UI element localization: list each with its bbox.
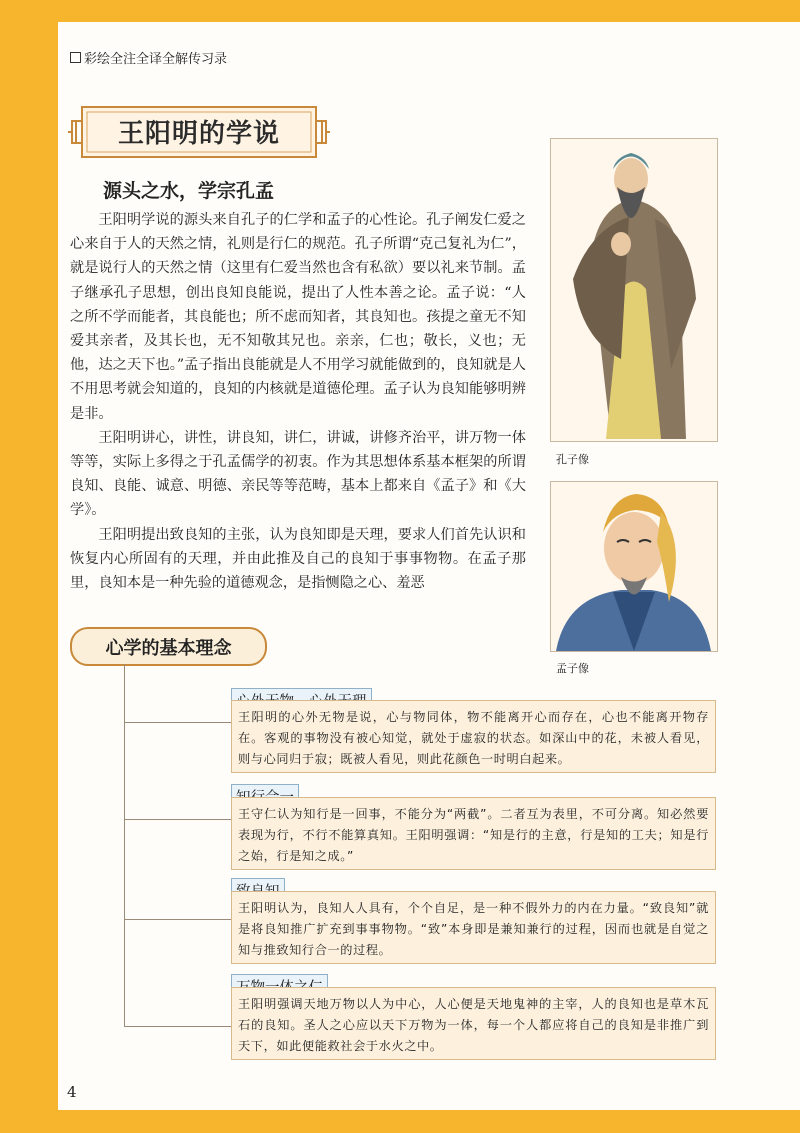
confucius-caption: 孔子像 xyxy=(556,453,589,466)
tree-branch xyxy=(124,722,231,723)
concept-section-title: 心学的基本理念 xyxy=(70,627,267,666)
mencius-portrait xyxy=(550,481,718,652)
paragraph: 王阳明讲心，讲性，讲良知，讲仁，讲诚，讲修齐治平，讲万物一体等等，实际上多得之于孔孟儒学的初衷。作为其思想体系基本框架的所谓良知、良能、诚意、明德、亲民等等范畴，基本上都来自《孟子》和《大学》。 xyxy=(70,429,526,519)
page-number: 4 xyxy=(67,1083,77,1101)
mencius-figure-icon xyxy=(551,482,717,651)
page-title: 王阳明的学说 xyxy=(117,119,280,149)
series-title: 彩绘全注全译全解传习录 xyxy=(84,52,228,67)
tree-branch xyxy=(124,919,231,920)
concept-description: 王阳明强调天地万物以人为中心，人心便是天地鬼神的主宰，人的良知也是草木瓦石的良知。圣人之心应以天下万物为一体，每一个人都应将自己的良知是非推广到天下，如此便能救社会于水火之中。 xyxy=(231,987,716,1060)
tree-connector xyxy=(124,664,125,1027)
confucius-figure-icon xyxy=(551,139,717,441)
section-subtitle: 源头之水，学宗孔孟 xyxy=(103,180,275,202)
tree-branch xyxy=(124,1026,231,1027)
running-header xyxy=(70,48,227,67)
concept-description: 王阳明的心外无物是说，心与物同体，物不能离开心而存在，心也不能离开物存在。客观的事物没有被心知觉，就处于虚寂的状态。如深山中的花，未被人看见，则与心同归于寂；既被人看见，则此花颜色一时明白起来。 xyxy=(231,700,716,773)
title-banner xyxy=(68,103,330,161)
paragraph: 王阳明学说的源头来自孔子的仁学和孟子的心性论。孔子阐发仁爱之心来自于人的天然之情，礼则是行仁的规范。孔子所谓“克己复礼为仁”，就是说行人的天然之情（这里有仁爱当然也含有私欲）要以礼来节制。孟子继承孔子思想，创出良知良能说，提出了人性本善之论。孟子说：“人之所不学而能者，其良能也；所不虑而知者，其良知也。孩提之童无不知爱其亲者，及其长也，无不知敬其兄也。亲亲，仁也；敬长，义也；无他，达之天下也。”孟子指出良能就是人不用学习就能做到的，良知就是人不用思考就会知道的，良知的内核就是道德伦理。孟子认为良知能够明辨是非。 xyxy=(70,212,526,422)
tree-branch xyxy=(124,819,231,820)
confucius-portrait xyxy=(550,138,718,442)
mencius-caption: 孟子像 xyxy=(556,662,589,675)
concept-description: 王守仁认为知行是一回事，不能分为“两截”。二者互为表里，不可分离。知必然要表现为行，不行不能算真知。王阳明强调：“知是行的主意，行是知的工夫；知是行之始，行是知之成。” xyxy=(231,797,716,870)
concept-description: 王阳明认为，良知人人具有，个个自足，是一种不假外力的内在力量。“致良知”就是将良知推广扩充到事事物物。“致”本身即是兼知兼行的过程，因而也就是自觉之知与推致知行合一的过程。 xyxy=(231,891,716,964)
header-square-icon xyxy=(70,52,81,63)
paragraph: 王阳明提出致良知的主张，认为良知即是天理，要求人们首先认识和恢复内心所固有的天理，并由此推及自己的良知于事事物物。在孟子那里，良知本是一种先验的道德观念，是指恻隐之心、羞恶 xyxy=(70,526,526,592)
body-text xyxy=(70,208,526,595)
